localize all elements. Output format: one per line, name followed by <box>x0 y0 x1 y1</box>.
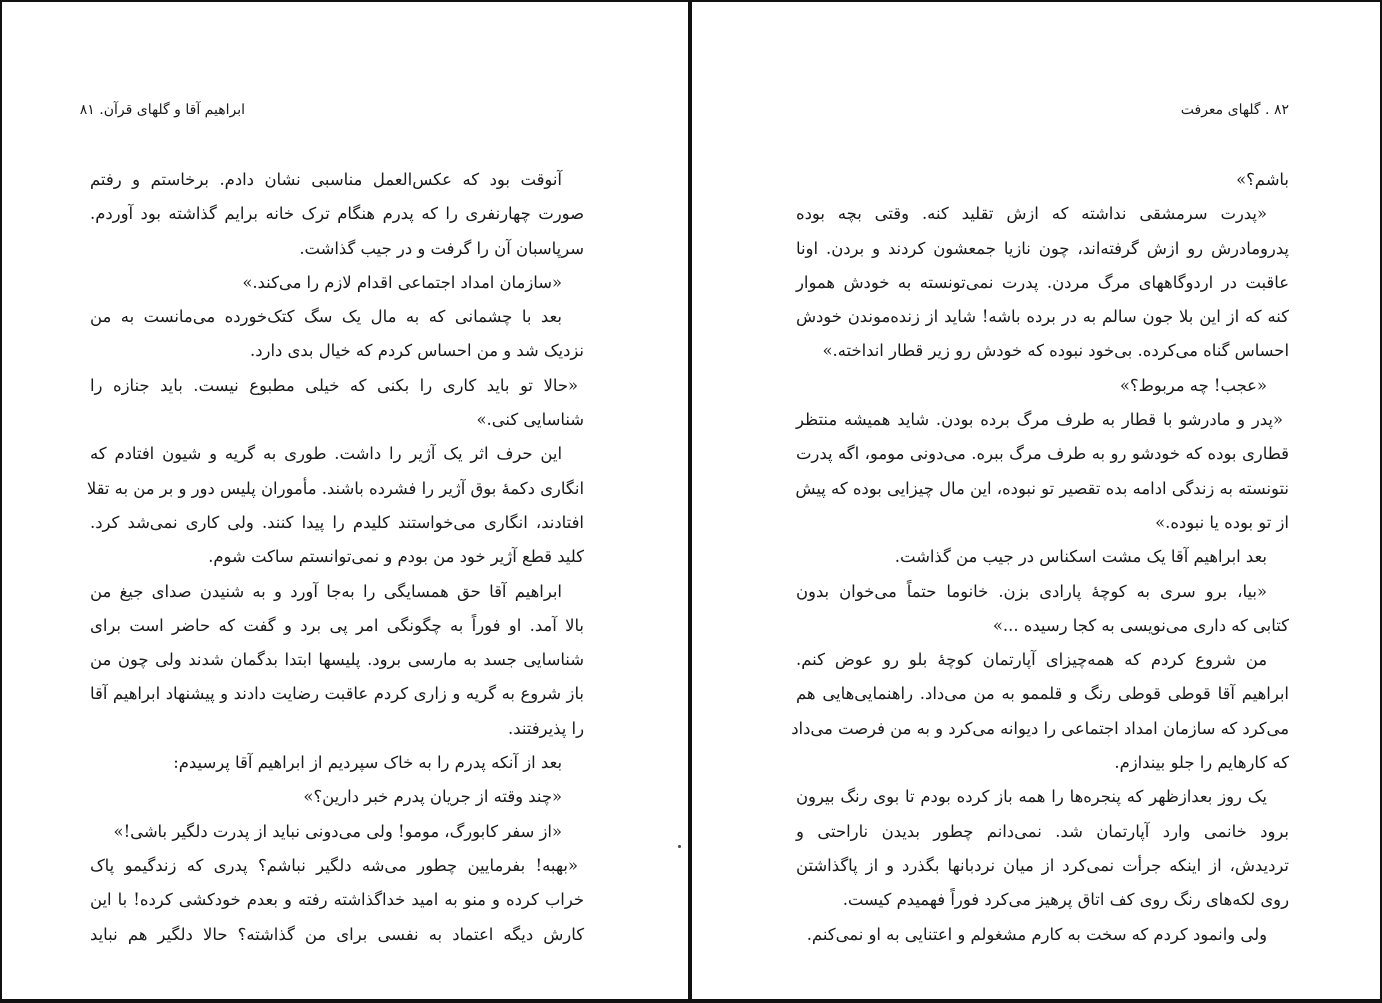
page-81 <box>79 0 584 999</box>
text-line: باشم؟» <box>1236 170 1289 189</box>
text-line: عاقبت در اردوگاههای مرگ مردن. پدرت نمی‌تونسته به خودش هموار <box>796 272 1289 292</box>
text-line: نزدیک شد و من احساس کردم که خیال بدی دارد. <box>250 341 584 361</box>
text-line: از تو بوده یا نبوده.» <box>1155 512 1289 532</box>
text-line: را پذیرفتند. <box>508 718 584 738</box>
text-line: «بهبه! بفرمایین چطور می‌شه دلگیر نباشم؟ پدری که زندگیمو پاک <box>90 855 578 875</box>
text-line: که کارهایم را جلو بیندازم. <box>1114 753 1289 773</box>
text-line: «عجب! چه مربوط؟» <box>1119 375 1267 395</box>
text-line: باز شروع به گریه و زاری کردم عاقبت رضایت دادند و پیشنهاد ابراهیم آقا <box>90 684 584 704</box>
text-line: افتادند، انگاری می‌خواستند کلیدم را پیدا کنند. ولی کاری نمی‌شد کرد. <box>90 512 584 532</box>
text-line: شناسایی جسد به مارسی برود. پلیسها ابتدا بدگمان شدند ولی چون من <box>90 650 584 670</box>
page-82 <box>791 0 1289 999</box>
book-gutter <box>688 0 692 1003</box>
text-line: آنوقت بود که عکس‌العمل مناسبی نشان دادم. برخاستم و رفتم <box>90 170 562 189</box>
text-line: روی لکه‌های رنگ روی کف اتاق پرهیز می‌کرد فوراً فهمیدم کیست. <box>842 890 1289 910</box>
text-line: سرپاسبان آن را گرفت و در جیب گذاشت. <box>299 238 584 258</box>
text-line: می‌کرد که سازمان امداد اجتماعی را دیوانه می‌کرد و به من فرصت می‌داد <box>791 718 1289 738</box>
text-line: تردیدش، از اینکه جرأت نمی‌کرد از میان نردبانها بگذرد و از پاگذاشتن <box>796 855 1289 875</box>
text-line: «سازمان امداد اجتماعی اقدام لازم را می‌کند.» <box>242 272 562 292</box>
text-line: بعد از آنکه پدرم را به خاک سپردیم از ابراهیم آقا پرسیدم: <box>173 753 562 773</box>
text-line: بعد ابراهیم آقا یک مشت اسکناس در جیب من گذاشت. <box>894 547 1267 567</box>
text-line: برود خانمی وارد آپارتمان شد. نمی‌دانم چطور بدیدن ناراحتی و <box>796 821 1289 841</box>
text-line: ابراهیم آقا حق همسایگی را به‌جا آورد و به شنیدن صدای جیغ من <box>90 581 562 601</box>
text-line: «بیا، برو سری به کوچهٔ پارادی بزن. خانوما حتماً می‌خوان بدون <box>796 581 1267 601</box>
text-line: بالا آمد. او فوراً به چگونگی امر پی برد و گفت که حاضر است برای <box>90 615 584 635</box>
text-line: کنه که از این بلا جون سالم به در برده باشه! شاید از زنده‌موندن خودش <box>796 307 1289 327</box>
text-line: کلید قطع آژیر خود من بودم و نمی‌توانستم ساکت شوم. <box>208 547 584 567</box>
text-line: «حالا تو باید کاری را بکنی که خیلی مطبوع نیست. باید جنازه را <box>90 375 578 395</box>
scan-border-left <box>0 0 2 1003</box>
scan-speck <box>678 845 681 848</box>
running-head: ابراهیم آقا و گلهای قرآن. ۸۱ <box>79 102 245 118</box>
text-line: قطاری بوده که خودشو رو به طرف مرگ ببره. می‌دونی مومو، اگه پدرت <box>796 444 1289 464</box>
text-line: شناسایی کنی.» <box>476 410 584 430</box>
text-line: یک روز بعدازظهر که پنجره‌ها را همه باز کرده بودم تا بوی رنگ بیرون <box>796 787 1267 807</box>
text-line: این حرف اثر یک آژیر را داشت. طوری به گریه و شیون افتادم که <box>90 444 562 464</box>
text-line: من شروع کردم که همه‌چیزای آپارتمان کوچهٔ بلو رو عوض کنم. <box>796 650 1267 670</box>
text-line: صورت چهارنفری را که پدرم هنگام ترک خانه برایم گذاشته بود آوردم. <box>90 204 584 224</box>
text-line: انگاری دکمهٔ بوق آژیر را فشرده باشند. مأموران پلیس دور و بر من به تقلا <box>86 478 584 498</box>
text-line: نتونسته به زندگی ادامه بده تقصیر تو نبوده، این مال چیزایی بوده که پیش <box>795 478 1289 498</box>
text-line: ابراهیم آقا قوطی قوطی رنگ و قلممو به من می‌داد. راهنمایی‌هایی هم <box>796 684 1289 704</box>
text-line: خراب کرده و منو به امید خداگذاشته رفته و بعدم خودکشی کرده! با این <box>90 890 584 910</box>
text-line: «از سفر کابورگ، مومو! ولی می‌دونی نباید از پدرت دلگیر باشی!» <box>113 821 562 841</box>
text-line: کارش دیگه اعتماد به نفسی برای من گذاشته؟ حالا دلگیر هم نباید <box>90 924 584 944</box>
text-line: «پدرت سرمشقی نداشته که ازش تقلید کنه. وقتی بچه بوده <box>796 204 1267 224</box>
text-line: ولی وانمود کردم که سخت به کارم مشغولم و اعتنایی به او نمی‌کنم. <box>806 924 1267 944</box>
running-head: ۸۲ . گلهای معرفت <box>1180 102 1289 118</box>
page-body <box>791 163 1289 952</box>
text-line: «چند وقته از جریان پدرم خبر دارین؟» <box>303 787 562 807</box>
text-line: پدرومادرش رو ازش گرفته‌اند، چون نازیا جمعشون کردند و بردن. اونا <box>796 238 1289 258</box>
text-line: «پدر و مادرشو با قطار به طرف مرگ برده بودن. شاید همیشه منتظر <box>796 410 1283 430</box>
page-body <box>86 163 584 952</box>
text-line: کتابی که داری می‌نویسی به کجا رسیده ...» <box>992 615 1289 635</box>
text-line: احساس گناه می‌کرده. بی‌خود نبوده که خودش رو زیر قطار انداخته.» <box>822 341 1289 361</box>
text-line: بعد با چشمانی که به مال یک سگ کتک‌خورده می‌مانست به من <box>90 307 562 327</box>
